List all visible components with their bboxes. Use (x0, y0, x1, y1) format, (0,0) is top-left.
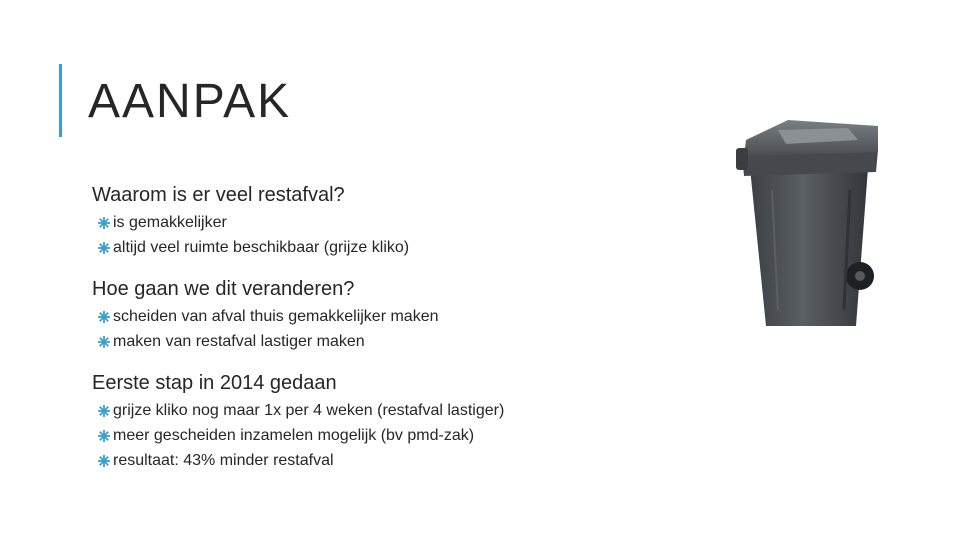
section-heading: Hoe gaan we dit veranderen? (92, 278, 355, 300)
wheelie-bin-image (728, 90, 898, 340)
bullet-text: scheiden van afval thuis gemakkelijker maken (113, 308, 439, 325)
section-how (92, 274, 692, 354)
bullet-text: meer gescheiden inzamelen mogelijk (bv pmd-zak) (113, 427, 475, 444)
asterisk-bullet-icon (96, 309, 112, 325)
bullet-text: grijze kliko nog maar 1x per 4 weken (restafval lastiger) (113, 402, 505, 419)
bullet-item (96, 448, 692, 473)
slide-title: AANPAK (88, 75, 292, 128)
bullet-text: maken van restafval lastiger maken (113, 333, 365, 350)
title-accent-bar (59, 64, 62, 137)
section-first-step (92, 368, 692, 473)
bullet-item (96, 210, 692, 235)
asterisk-bullet-icon (96, 403, 112, 419)
bullet-text: is gemakkelijker (113, 214, 227, 231)
section-heading: Waarom is er veel restafval? (92, 184, 345, 206)
bullet-item (96, 235, 692, 260)
bullet-item (96, 423, 692, 448)
bullet-item (96, 398, 692, 423)
bullet-text: resultaat: 43% minder restafval (113, 452, 334, 469)
bullet-text: altijd veel ruimte beschikbaar (grijze kliko) (113, 239, 410, 256)
asterisk-bullet-icon (96, 428, 112, 444)
slide-content (92, 180, 692, 487)
section-why (92, 180, 692, 260)
bullet-item (96, 304, 692, 329)
asterisk-bullet-icon (96, 215, 112, 231)
asterisk-bullet-icon (96, 334, 112, 350)
bullet-item (96, 329, 692, 354)
asterisk-bullet-icon (96, 453, 112, 469)
asterisk-bullet-icon (96, 240, 112, 256)
section-heading: Eerste stap in 2014 gedaan (92, 372, 337, 394)
